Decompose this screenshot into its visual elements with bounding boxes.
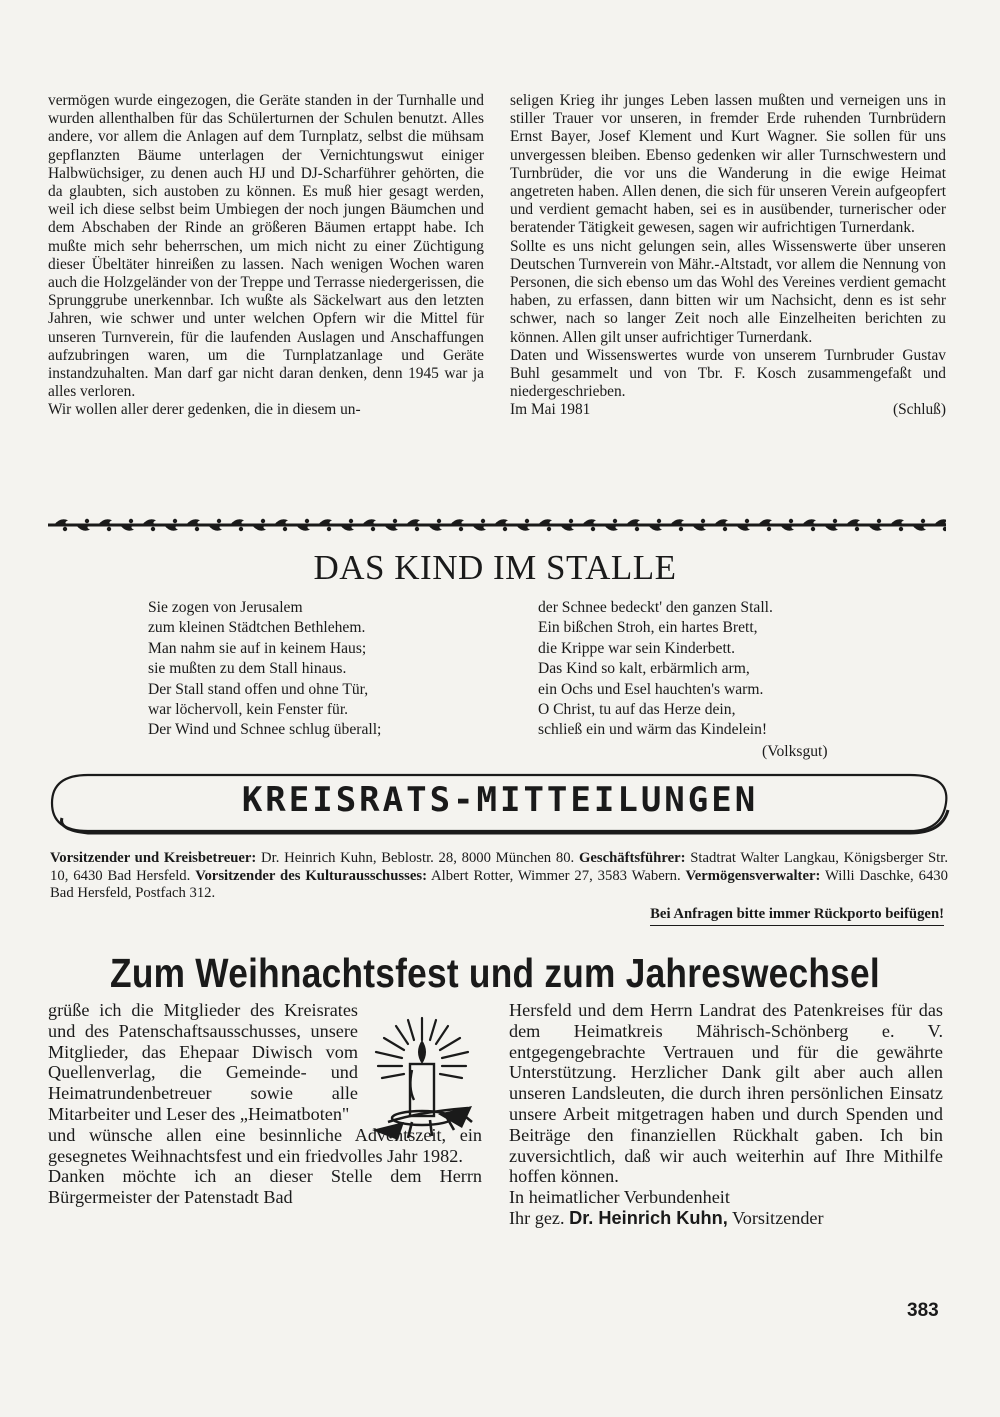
poem-line: der Schnee bedeckt' den ganzen Stall. bbox=[538, 599, 773, 616]
poem-line: zum kleinen Städtchen Bethlehem. bbox=[148, 619, 366, 637]
holly-berry bbox=[129, 519, 133, 523]
holly-berry bbox=[415, 527, 419, 531]
return-postage-note: Bei Anfragen bitte immer Rückporto beifügen! bbox=[650, 906, 944, 926]
poem-line: O Christ, tu auf das Herze dein, bbox=[538, 701, 736, 719]
holly-berry bbox=[217, 519, 221, 523]
holly-berry bbox=[943, 527, 946, 531]
poem-line: schließ ein und wärm das Kindelein! bbox=[538, 721, 768, 739]
signature-role: Vorsitzender bbox=[727, 1207, 824, 1228]
poem-right-stanza bbox=[538, 598, 773, 741]
holly-berry bbox=[393, 519, 397, 523]
holly-berry bbox=[173, 519, 177, 523]
holly-berry bbox=[349, 519, 353, 523]
holly-berry bbox=[811, 527, 815, 531]
holly-berry bbox=[503, 527, 507, 531]
article-right-paragraph-2: Sollte es uns nicht gelungen sein, alles Wissenswerte über unseren Deutschen Turnverein von Mähr.-Altstadt, vor allem die Nennung von Personen, die sich ebenso um das Wohl des Vereines verdient gemacht haben, zu erfassen, dann bitten wir um Nachsicht, denn es ist sehr schwer, nach so langer Zeit noch alle Einzelheiten berichten zu können. Allen gilt unser aufrichtiger Turnerdank. bbox=[510, 237, 946, 346]
holly-berry bbox=[437, 519, 441, 523]
article-left-column bbox=[48, 92, 484, 420]
label-kulturausschuss: Vorsitzender des Kulturausschusses: bbox=[195, 867, 427, 884]
holly-berry bbox=[569, 519, 573, 523]
greeting-headline: Zum Weihnachtsfest und zum Jahreswechsel bbox=[110, 950, 880, 996]
poem-title: DAS KIND IM STALLE bbox=[313, 548, 677, 587]
holly-berry bbox=[525, 519, 529, 523]
holly-berry bbox=[855, 527, 859, 531]
article-right-column bbox=[510, 92, 946, 420]
holly-berry bbox=[613, 519, 617, 523]
article-date-row bbox=[510, 401, 946, 419]
poem-left-stanza bbox=[148, 598, 381, 741]
holly-berry bbox=[371, 527, 375, 531]
greeting-left-column bbox=[48, 1000, 482, 1208]
holly-berry bbox=[63, 527, 67, 531]
holly-berry bbox=[239, 527, 243, 531]
poem-line: Das Kind so kalt, erbärmlich arm, bbox=[538, 660, 750, 678]
signature-prefix: Ihr gez. bbox=[509, 1207, 570, 1228]
article-date: Im Mai 1981 bbox=[510, 401, 591, 419]
value-kulturausschuss: Albert Rotter, Wimmer 27, 3583 Wabern. bbox=[426, 867, 686, 884]
article-left-paragraph: vermögen wurde eingezogen, die Geräte standen in der Turnhalle und wurden allenthalben für das Schülerturnen der Schulen benutzt. Alles andere, vor allem die Anlagen auf dem Turnplatz, selbst die mühsam gepflanzten Bäume unterlagen der Vernichtungswut einiger Halbwüchsiger, zu denen auch HJ und DJ-Scharführer gehörten, die da glaubten, sich austoben zu können. Es muß hier gesagt werden, weil ich diese selbst beim Umbiegen der noch jungen Bäumchen und dem Abschaben der Rinde an größeren Bäumen ertappt habe. Ich mußte mich sehr beherrschen, um mich nicht zu einer Züchtigung dieser Übeltäter hinreißen zu lassen. Nach wenigen Wochen waren auch die Holzgeländer von der Treppe und Terrasse niedergerissen, die Sprunggrube unerkennbar. Ich wußte als Säckelwart aus den letzten Jahren, wie schwer und unter welchen Opfern wir die Mittel für unseren Turnverein, für die laufenden Auslagen und Anschaffungen aufzubringen waren, um die Turnplatzanlage und Geräte instandzuhalten. Man darf gar nicht daran denken, denn 1945 war ja alles verloren. bbox=[48, 92, 484, 401]
holly-berry bbox=[899, 527, 903, 531]
poem-line: ein Ochs und Esel hauchten's warm. bbox=[538, 680, 764, 698]
poem-line: sie mußten zu dem Stall hinaus. bbox=[148, 660, 347, 678]
article-right-paragraph-3: Daten und Wissenswertes wurde von unserem Turnbruder Gustav Buhl gesammelt und von Tbr. F. Kosch zusammengefaßt und niedergeschrieben. bbox=[510, 346, 946, 401]
holly-berry bbox=[723, 527, 727, 531]
holly-berry bbox=[745, 519, 749, 523]
poem-line: Der Stall stand offen und ohne Tür, bbox=[148, 680, 369, 698]
holly-berry bbox=[481, 519, 485, 523]
greeting-right-column bbox=[509, 1000, 943, 1229]
greeting-left-wishes: und wünsche allen eine besinnliche Adventszeit, ein gesegnetes Weihnachtsfest und ein friedvolles Jahr 1982. bbox=[48, 1124, 482, 1166]
holly-berry bbox=[921, 519, 925, 523]
poem-line: war löchervoll, kein Fenster für. bbox=[148, 701, 349, 719]
holly-berry bbox=[151, 527, 155, 531]
article-left-last-line: Wir wollen aller derer gedenken, die in diesem un- bbox=[48, 401, 361, 419]
holly-leaf bbox=[934, 519, 946, 525]
holly-berry bbox=[459, 527, 463, 531]
label-vorsitzender: Vorsitzender und Kreisbetreuer: bbox=[50, 850, 257, 866]
holly-berry bbox=[789, 519, 793, 523]
value-vermoegensverwalter: Willi Daschke, 6430 Bad Hersfeld, Postfach 312. bbox=[50, 867, 948, 902]
label-vermoegensverwalter: Vermögensverwalter: bbox=[685, 867, 821, 884]
kreisrat-banner-title: KREISRATS-MITTEILUNGEN bbox=[241, 780, 759, 820]
holly-berry bbox=[877, 519, 881, 523]
article-right-paragraph-1: seligen Krieg ihr junges Leben lassen mußten und verneigen uns in stiller Trauer vor unseren, in fremder Erde ruhenden Turnbrüdern Ernst Bayer, Josef Klement und Kurt Wagner. Sie sollen für uns unvergessen bleiben. Ebenso gedenken wir aller Turnschwestern und Turnbrüder, die vor uns die Wanderung in die ewige Heimat angetreten haben. Allen denen, die sich für unseren Verein aufgeopfert und verdient gemacht haben, sei es in ausübender, turnerischer oder beratender Tätigkeit gewesen, sagen wir aufrichtigen Turnerdank. bbox=[510, 92, 946, 237]
holly-berry bbox=[679, 527, 683, 531]
page-number: 383 bbox=[907, 1300, 939, 1321]
holly-berry bbox=[547, 527, 551, 531]
holly-berry bbox=[833, 519, 837, 523]
holly-berry bbox=[195, 527, 199, 531]
poem-line: Sie zogen von Jerusalem bbox=[148, 599, 303, 616]
holly-berry bbox=[107, 527, 111, 531]
value-geschaeftsfuehrer: Stadtrat Walter Langkau, Königsberger Str. 10, 6430 Bad Hersfeld. bbox=[50, 850, 949, 884]
holly-berry bbox=[657, 519, 661, 523]
poem-line: Man nahm sie auf in keinem Haus; bbox=[148, 639, 367, 657]
signature-name: Dr. Heinrich Kuhn, bbox=[569, 1207, 728, 1228]
holly-berry bbox=[635, 527, 639, 531]
holly-berry bbox=[305, 519, 309, 523]
holly-berry bbox=[283, 527, 287, 531]
greeting-left-thanks: Danken möchte ich an dieser Stelle dem Herrn Bürgermeister der Patenstadt Bad bbox=[48, 1166, 482, 1208]
greeting-right-paragraph: Hersfeld und dem Herrn Landrat des Patenkreises für das dem Heimatkreis Mährisch-Schönberg e. V. entgegengebrachte Vertrauen und für die gewährte Unterstützung. Herzlicher Dank gilt aber auch allen unseren Landsleuten, die durch ihren persönlichen Einsatz unsere Arbeit mitgetragen haben und durch Spenden und Beiträge den finanziellen Rückhalt gaben. Ich bin zuversichtlich, daß wir auch weiterhin auf Ihre Mithilfe hoffen können. bbox=[509, 1000, 943, 1187]
holly-berry bbox=[767, 527, 771, 531]
label-geschaeftsfuehrer: Geschäftsführer: bbox=[578, 850, 686, 866]
value-vorsitzender: Dr. Heinrich Kuhn, Beblostr. 28, 8000 München 80. bbox=[256, 850, 579, 866]
poem-line: Ein bißchen Stroh, ein hartes Brett, bbox=[538, 619, 758, 637]
greeting-signature bbox=[509, 1208, 943, 1229]
holly-berry bbox=[261, 519, 265, 523]
holly-berry bbox=[701, 519, 705, 523]
holly-berry bbox=[591, 527, 595, 531]
poem-line: die Krippe war sein Kinderbett. bbox=[538, 639, 736, 657]
poem-source: (Volksgut) bbox=[762, 743, 828, 760]
kreisrat-contacts bbox=[50, 850, 948, 903]
greeting-closing: In heimatlicher Verbundenheit bbox=[509, 1187, 730, 1208]
holly-garland-ornament bbox=[48, 515, 946, 535]
holly-berry bbox=[85, 519, 89, 523]
poem-line: Der Wind und Schnee schlug überall; bbox=[148, 721, 382, 739]
article-end-mark: (Schluß) bbox=[892, 401, 946, 419]
greeting-left-wrapped: grüße ich die Mitglieder des Kreisrates und des Patenschaftsausschusses, unsere Mitglieder, das Ehepaar Diwisch vom Quellenverlag, die Gemeinde- und Heimatrundenbetreuer sowie alle Mitarbeiter und Leser des „Heimatboten" bbox=[48, 1000, 358, 1124]
holly-berry bbox=[327, 527, 331, 531]
